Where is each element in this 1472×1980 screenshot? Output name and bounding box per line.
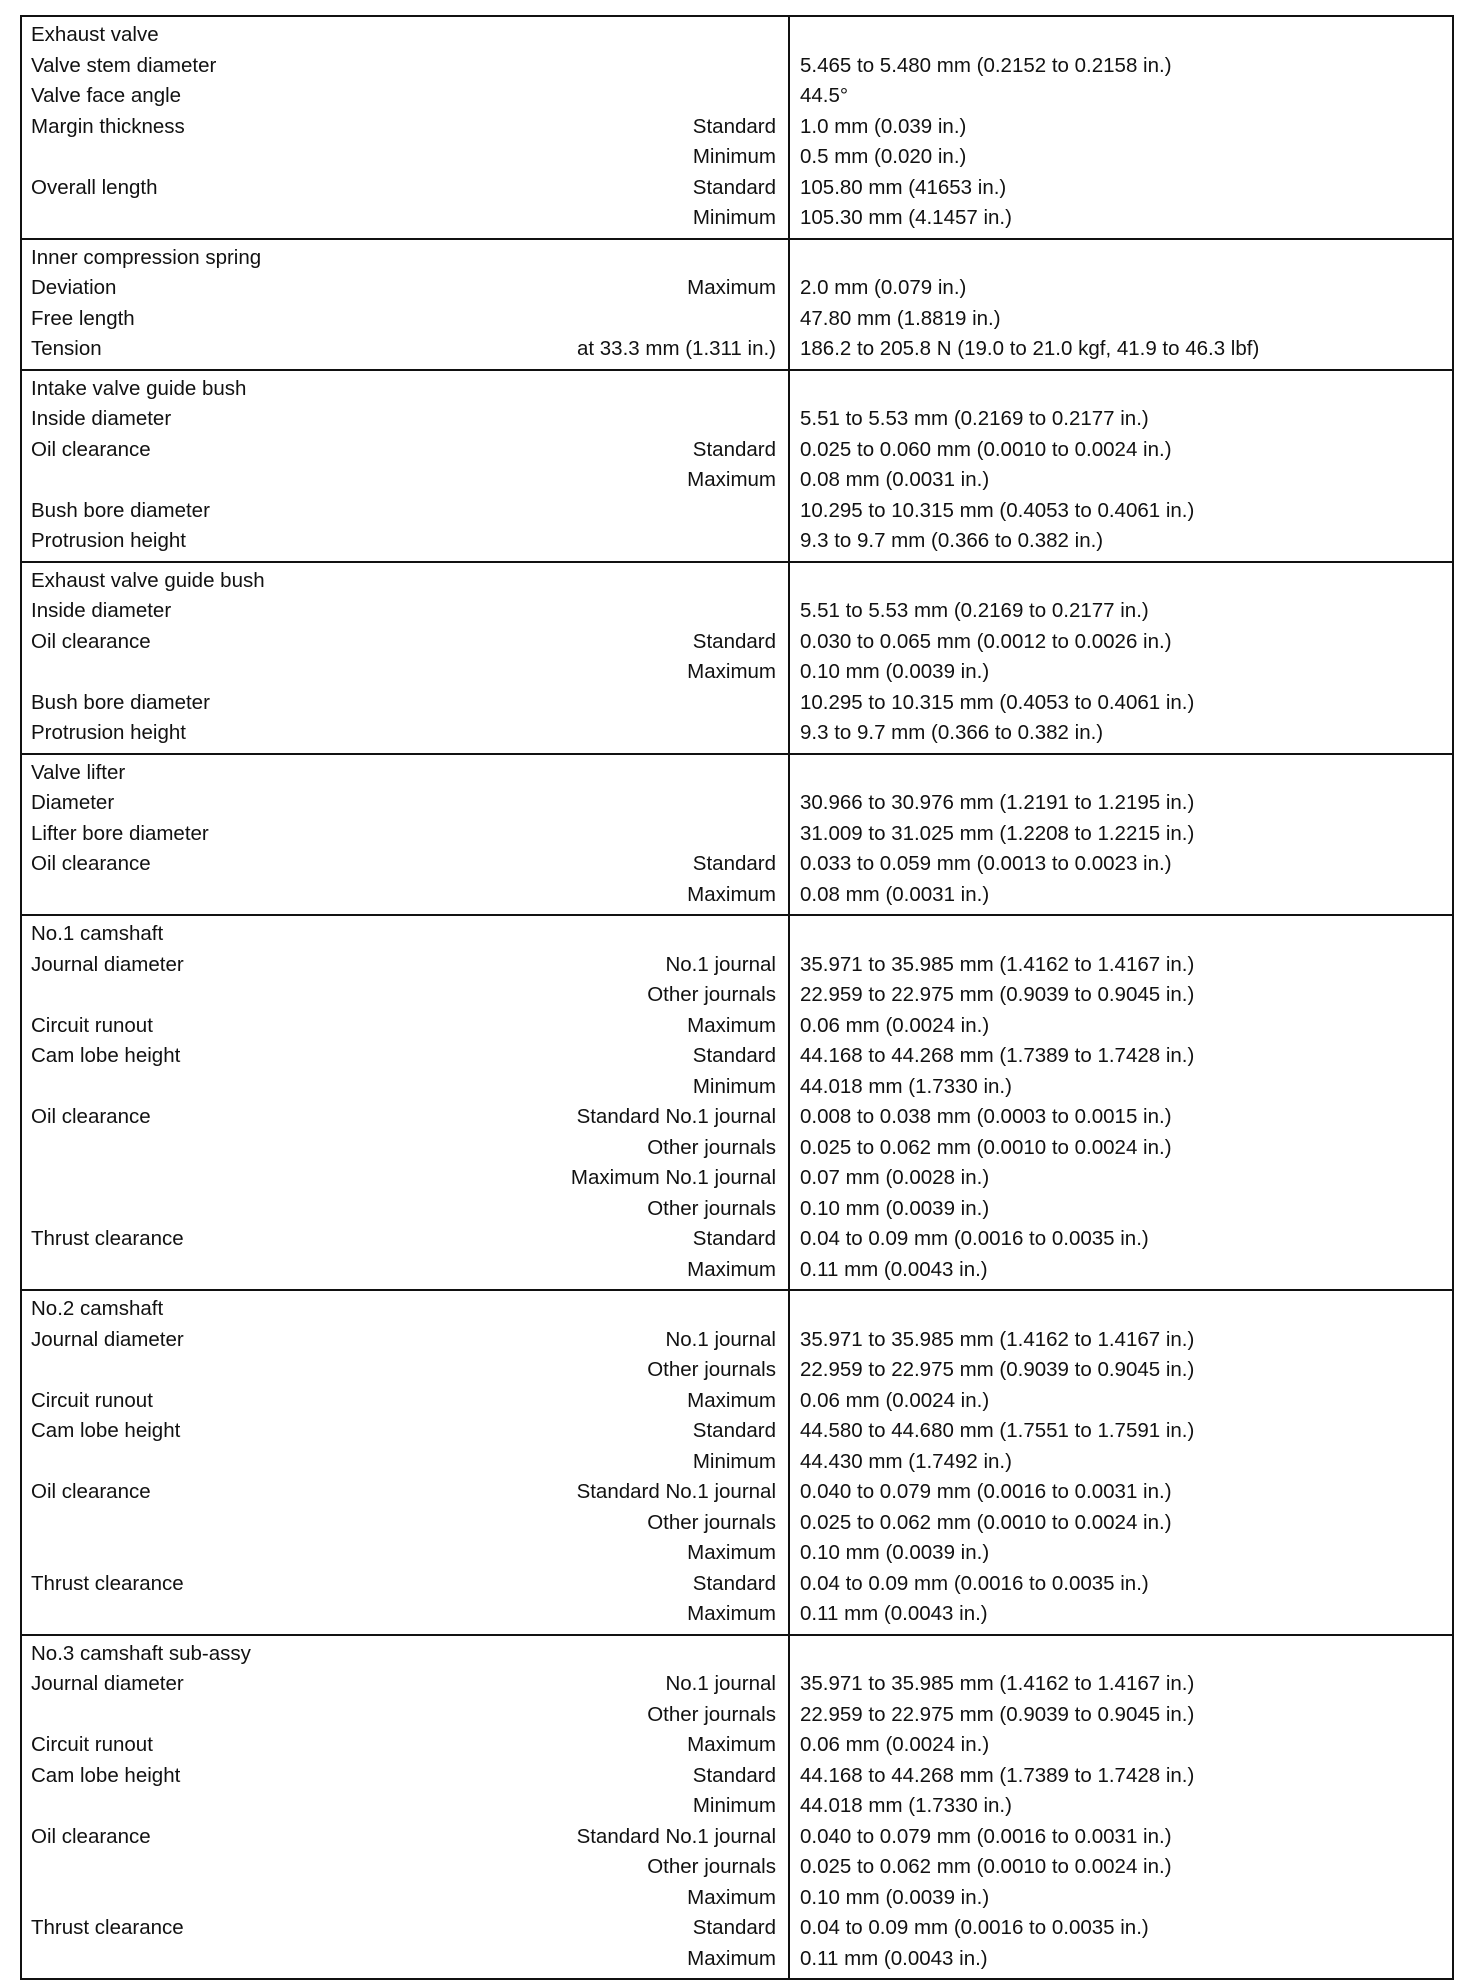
section-title-line <box>22 919 788 950</box>
spec-value: 44.5° <box>800 84 849 107</box>
spec-value: 0.033 to 0.059 mm (0.0013 to 0.0023 in.) <box>800 852 1172 875</box>
spec-qualifier: Maximum <box>687 1885 776 1909</box>
spec-value: 0.04 to 0.09 mm (0.0016 to 0.0035 in.) <box>800 1571 1149 1595</box>
spec-row-label <box>22 435 788 466</box>
spec-label: Overall length <box>31 175 158 199</box>
spec-row-label <box>22 1011 788 1042</box>
spec-row-label <box>22 1477 788 1508</box>
spec-value: 35.971 to 35.985 mm (1.4162 to 1.4167 in.) <box>800 1327 1195 1351</box>
spec-row-label <box>22 496 788 527</box>
spec-value: 0.10 mm (0.0039 in.) <box>800 660 990 683</box>
spec-row-label <box>22 526 788 557</box>
spec-value: 0.030 to 0.065 mm (0.0012 to 0.0026 in.) <box>800 629 1172 653</box>
spec-label: Circuit runout <box>31 1013 153 1037</box>
spec-value: 0.5 mm (0.020 in.) <box>800 145 967 168</box>
section-title-line <box>22 758 788 789</box>
spec-row-label <box>22 980 788 1011</box>
spec-value: 0.025 to 0.062 mm (0.0010 to 0.0024 in.) <box>800 1510 1172 1534</box>
spec-row-label <box>22 112 788 143</box>
spec-qualifier: Other journals <box>647 983 776 1006</box>
spec-qualifier: Standard No.1 journal <box>576 1105 776 1128</box>
spec-value: 10.295 to 10.315 mm (0.4053 to 0.4061 in.) <box>800 690 1195 714</box>
spec-labels-column <box>22 755 790 915</box>
spec-qualifier: Standard <box>692 1916 776 1939</box>
spec-qualifier: Minimum <box>692 1449 776 1473</box>
spec-qualifier: Maximum <box>687 276 776 299</box>
spec-qualifier: Minimum <box>692 145 776 168</box>
spec-section <box>22 1634 1452 1979</box>
spec-row-label <box>22 1852 788 1883</box>
spec-value: 0.10 mm (0.0039 in.) <box>800 1196 990 1220</box>
spec-qualifier: Standard <box>692 1763 776 1787</box>
spec-label: Diameter <box>31 791 115 814</box>
spec-row-label <box>22 657 788 688</box>
spec-label: Oil clearance <box>31 852 151 875</box>
spec-value: 0.11 mm (0.0043 in.) <box>800 1946 988 1970</box>
spec-row-label <box>22 1791 788 1822</box>
spec-value: 0.11 mm (0.0043 in.) <box>800 1602 988 1625</box>
spec-section <box>22 17 1452 238</box>
spec-label: Journal diameter <box>31 1327 184 1351</box>
section-title-line <box>22 566 788 597</box>
spec-value: 186.2 to 205.8 N (19.0 to 21.0 kgf, 41.9 to 46.3 lbf) <box>800 337 1260 360</box>
spec-row-label <box>22 1224 788 1255</box>
spec-labels-column <box>22 240 790 369</box>
spec-qualifier: Minimum <box>692 206 776 229</box>
spec-section <box>22 753 1452 915</box>
spec-value: 0.06 mm (0.0024 in.) <box>800 1388 990 1412</box>
spec-value: 5.465 to 5.480 mm (0.2152 to 0.2158 in.) <box>800 53 1172 77</box>
spec-section <box>22 1289 1452 1634</box>
spec-qualifier: Standard <box>692 852 776 875</box>
spec-label: Valve face angle <box>31 84 182 107</box>
spec-label: Tension <box>31 337 102 360</box>
spec-row-label <box>22 1255 788 1286</box>
spec-values-column <box>790 371 1452 561</box>
spec-values-column <box>790 1636 1452 1979</box>
spec-value: 0.040 to 0.079 mm (0.0016 to 0.0031 in.) <box>800 1824 1172 1848</box>
spec-qualifier: No.1 journal <box>665 1327 776 1351</box>
spec-row-label <box>22 1508 788 1539</box>
spec-value: 22.959 to 22.975 mm (0.9039 to 0.9045 in.) <box>800 983 1195 1006</box>
spec-label: Thrust clearance <box>31 1227 184 1250</box>
spec-value: 105.30 mm (4.1457 in.) <box>800 206 1012 229</box>
spec-values-column <box>790 916 1452 1289</box>
spec-label: Bush bore diameter <box>31 498 210 522</box>
spec-value: 44.168 to 44.268 mm (1.7389 to 1.7428 in.) <box>800 1044 1195 1067</box>
spec-qualifier: Maximum <box>687 1541 776 1564</box>
section-title-spacer <box>790 1639 1452 1670</box>
spec-qualifier: Maximum <box>687 1733 776 1756</box>
section-title-spacer <box>790 20 1452 51</box>
spec-section <box>22 561 1452 753</box>
spec-label: Bush bore diameter <box>31 690 210 714</box>
spec-value: 0.06 mm (0.0024 in.) <box>800 1733 990 1756</box>
spec-value: 0.025 to 0.062 mm (0.0010 to 0.0024 in.) <box>800 1855 1172 1878</box>
section-title: Intake valve guide bush <box>31 376 247 400</box>
spec-qualifier: Maximum No.1 journal <box>570 1166 776 1189</box>
spec-qualifier: Standard No.1 journal <box>576 1480 776 1503</box>
spec-labels-column <box>22 1636 790 1979</box>
section-title: Inner compression spring <box>31 245 262 269</box>
spec-labels-column <box>22 371 790 561</box>
section-title-spacer <box>790 243 1452 274</box>
spec-row-label <box>22 849 788 880</box>
spec-row-label <box>22 81 788 112</box>
spec-labels-column <box>22 17 790 238</box>
spec-value: 0.11 mm (0.0043 in.) <box>800 1257 988 1281</box>
spec-label: Oil clearance <box>31 1824 151 1848</box>
spec-qualifier: Maximum <box>687 660 776 683</box>
spec-qualifier: Maximum <box>687 1013 776 1037</box>
spec-label: Oil clearance <box>31 1105 151 1128</box>
spec-value: 0.025 to 0.062 mm (0.0010 to 0.0024 in.) <box>800 1135 1172 1159</box>
spec-qualifier: Maximum <box>687 1257 776 1281</box>
spec-row-label <box>22 1102 788 1133</box>
section-title-line <box>22 374 788 405</box>
spec-value: 0.07 mm (0.0028 in.) <box>800 1166 990 1189</box>
spec-row-label <box>22 1669 788 1700</box>
spec-qualifier: Other journals <box>647 1135 776 1159</box>
spec-row-label <box>22 203 788 234</box>
spec-value: 10.295 to 10.315 mm (0.4053 to 0.4061 in.) <box>800 498 1195 522</box>
section-title: Exhaust valve <box>31 23 159 46</box>
spec-row-label <box>22 142 788 173</box>
spec-value: 31.009 to 31.025 mm (1.2208 to 1.2215 in.) <box>800 821 1195 845</box>
spec-table <box>20 15 1454 1980</box>
spec-label: Journal diameter <box>31 1672 184 1695</box>
spec-labels-column <box>22 1291 790 1634</box>
spec-qualifier: Maximum <box>687 1388 776 1412</box>
spec-label: Oil clearance <box>31 629 151 653</box>
spec-row-label <box>22 1883 788 1914</box>
spec-row-label <box>22 1041 788 1072</box>
section-title-spacer <box>790 1294 1452 1325</box>
spec-row-label <box>22 404 788 435</box>
spec-label: Oil clearance <box>31 437 151 461</box>
spec-section <box>22 369 1452 561</box>
spec-value: 0.04 to 0.09 mm (0.0016 to 0.0035 in.) <box>800 1916 1149 1939</box>
spec-label: Inside diameter <box>31 407 172 430</box>
spec-row-label <box>22 688 788 719</box>
spec-qualifier: Maximum <box>687 468 776 491</box>
spec-qualifier: No.1 journal <box>665 1672 776 1695</box>
spec-row-label <box>22 1194 788 1225</box>
spec-value: 9.3 to 9.7 mm (0.366 to 0.382 in.) <box>800 529 1104 552</box>
spec-value: 1.0 mm (0.039 in.) <box>800 114 967 138</box>
spec-row-label <box>22 1569 788 1600</box>
spec-row-label <box>22 950 788 981</box>
spec-qualifier: No.1 journal <box>665 952 776 976</box>
spec-value: 9.3 to 9.7 mm (0.366 to 0.382 in.) <box>800 721 1104 744</box>
spec-value: 2.0 mm (0.079 in.) <box>800 276 967 299</box>
spec-value: 44.168 to 44.268 mm (1.7389 to 1.7428 in.) <box>800 1763 1195 1787</box>
spec-row-label <box>22 465 788 496</box>
spec-value: 0.06 mm (0.0024 in.) <box>800 1013 990 1037</box>
section-title-line <box>22 1639 788 1670</box>
spec-row-label <box>22 1355 788 1386</box>
spec-row-label <box>22 1072 788 1103</box>
spec-value: 5.51 to 5.53 mm (0.2169 to 0.2177 in.) <box>800 599 1149 622</box>
spec-section <box>22 238 1452 369</box>
spec-values-column <box>790 563 1452 753</box>
section-title: Exhaust valve guide bush <box>31 568 265 592</box>
spec-value: 22.959 to 22.975 mm (0.9039 to 0.9045 in.) <box>800 1358 1195 1381</box>
spec-row-label <box>22 1133 788 1164</box>
spec-qualifier: Maximum <box>687 882 776 906</box>
spec-label: Journal diameter <box>31 952 184 976</box>
spec-qualifier: Other journals <box>647 1510 776 1534</box>
spec-qualifier: Standard No.1 journal <box>576 1824 776 1848</box>
spec-qualifier: Maximum <box>687 1946 776 1970</box>
spec-value: 0.025 to 0.060 mm (0.0010 to 0.0024 in.) <box>800 437 1172 461</box>
spec-value: 35.971 to 35.985 mm (1.4162 to 1.4167 in.) <box>800 1672 1195 1695</box>
spec-qualifier: Standard <box>692 1571 776 1595</box>
spec-value: 0.08 mm (0.0031 in.) <box>800 882 990 906</box>
spec-values-column <box>790 240 1452 369</box>
spec-qualifier: Standard <box>692 1227 776 1250</box>
spec-row-label <box>22 51 788 82</box>
spec-values-column <box>790 1291 1452 1634</box>
spec-value: 44.580 to 44.680 mm (1.7551 to 1.7591 in.) <box>800 1419 1195 1442</box>
spec-qualifier: Standard <box>692 437 776 461</box>
spec-value: 0.040 to 0.079 mm (0.0016 to 0.0031 in.) <box>800 1480 1172 1503</box>
spec-qualifier: Minimum <box>692 1794 776 1817</box>
section-title-spacer <box>790 919 1452 950</box>
spec-value: 47.80 mm (1.8819 in.) <box>800 306 1001 330</box>
spec-qualifier: Standard <box>692 629 776 653</box>
spec-qualifier: Standard <box>692 175 776 199</box>
spec-value: 44.430 mm (1.7492 in.) <box>800 1449 1012 1473</box>
spec-qualifier: Standard <box>692 1419 776 1442</box>
spec-label: Circuit runout <box>31 1388 153 1412</box>
spec-qualifier: Other journals <box>647 1702 776 1726</box>
spec-label: Inside diameter <box>31 599 172 622</box>
section-title: No.2 camshaft <box>31 1297 164 1320</box>
spec-row-label <box>22 1944 788 1975</box>
spec-qualifier: Other journals <box>647 1358 776 1381</box>
section-title-spacer <box>790 758 1452 789</box>
spec-row-label <box>22 1163 788 1194</box>
spec-qualifier: Standard <box>692 1044 776 1067</box>
spec-label: Circuit runout <box>31 1733 153 1756</box>
spec-value: 22.959 to 22.975 mm (0.9039 to 0.9045 in.) <box>800 1702 1195 1726</box>
spec-value: 44.018 mm (1.7330 in.) <box>800 1794 1012 1817</box>
spec-row-label <box>22 1325 788 1356</box>
section-title-spacer <box>790 566 1452 597</box>
spec-qualifier: at 33.3 mm (1.311 in.) <box>576 337 776 360</box>
spec-row-label <box>22 1447 788 1478</box>
spec-label: Free length <box>31 306 135 330</box>
spec-row-label <box>22 1416 788 1447</box>
spec-row-label <box>22 1386 788 1417</box>
spec-value: 30.966 to 30.976 mm (1.2191 to 1.2195 in.) <box>800 791 1195 814</box>
spec-label: Oil clearance <box>31 1480 151 1503</box>
spec-row-label <box>22 334 788 365</box>
spec-label: Protrusion height <box>31 721 186 744</box>
spec-qualifier: Other journals <box>647 1855 776 1878</box>
spec-row-label <box>22 1761 788 1792</box>
spec-labels-column <box>22 563 790 753</box>
spec-value: 105.80 mm (41653 in.) <box>800 175 1007 199</box>
spec-label: Deviation <box>31 276 117 299</box>
spec-row-label <box>22 273 788 304</box>
spec-values-column <box>790 17 1452 238</box>
spec-row-label <box>22 304 788 335</box>
spec-qualifier: Minimum <box>692 1074 776 1098</box>
spec-qualifier: Standard <box>692 114 776 138</box>
spec-value: 0.08 mm (0.0031 in.) <box>800 468 990 491</box>
spec-row-label <box>22 1599 788 1630</box>
spec-value: 0.10 mm (0.0039 in.) <box>800 1541 990 1564</box>
spec-qualifier: Other journals <box>647 1196 776 1220</box>
spec-row-label <box>22 596 788 627</box>
section-title-spacer <box>790 374 1452 405</box>
spec-label: Thrust clearance <box>31 1916 184 1939</box>
spec-value: 0.008 to 0.038 mm (0.0003 to 0.0015 in.) <box>800 1105 1172 1128</box>
spec-row-label <box>22 1913 788 1944</box>
spec-row-label <box>22 1730 788 1761</box>
section-title-line <box>22 243 788 274</box>
spec-value: 0.04 to 0.09 mm (0.0016 to 0.0035 in.) <box>800 1227 1149 1250</box>
spec-values-column <box>790 755 1452 915</box>
section-title-line <box>22 20 788 51</box>
section-title: No.3 camshaft sub-assy <box>31 1641 251 1665</box>
spec-label: Cam lobe height <box>31 1419 181 1442</box>
spec-value: 44.018 mm (1.7330 in.) <box>800 1074 1012 1098</box>
spec-row-label <box>22 173 788 204</box>
section-title: Valve lifter <box>31 760 126 784</box>
spec-section <box>22 914 1452 1289</box>
spec-label: Lifter bore diameter <box>31 821 209 845</box>
spec-value: 0.10 mm (0.0039 in.) <box>800 1885 990 1909</box>
section-title-line <box>22 1294 788 1325</box>
spec-label: Cam lobe height <box>31 1044 181 1067</box>
spec-value: 5.51 to 5.53 mm (0.2169 to 0.2177 in.) <box>800 407 1149 430</box>
spec-qualifier: Maximum <box>687 1602 776 1625</box>
spec-label: Margin thickness <box>31 114 185 138</box>
spec-label: Valve stem diameter <box>31 53 217 77</box>
spec-row-label <box>22 880 788 911</box>
section-title: No.1 camshaft <box>31 922 164 945</box>
spec-label: Thrust clearance <box>31 1571 184 1595</box>
spec-row-label <box>22 1538 788 1569</box>
spec-value: 35.971 to 35.985 mm (1.4162 to 1.4167 in.) <box>800 952 1195 976</box>
spec-row-label <box>22 627 788 658</box>
spec-row-label <box>22 819 788 850</box>
spec-label: Protrusion height <box>31 529 186 552</box>
spec-label: Cam lobe height <box>31 1763 181 1787</box>
spec-row-label <box>22 718 788 749</box>
spec-row-label <box>22 1700 788 1731</box>
spec-row-label <box>22 1822 788 1853</box>
spec-labels-column <box>22 916 790 1289</box>
spec-row-label <box>22 788 788 819</box>
